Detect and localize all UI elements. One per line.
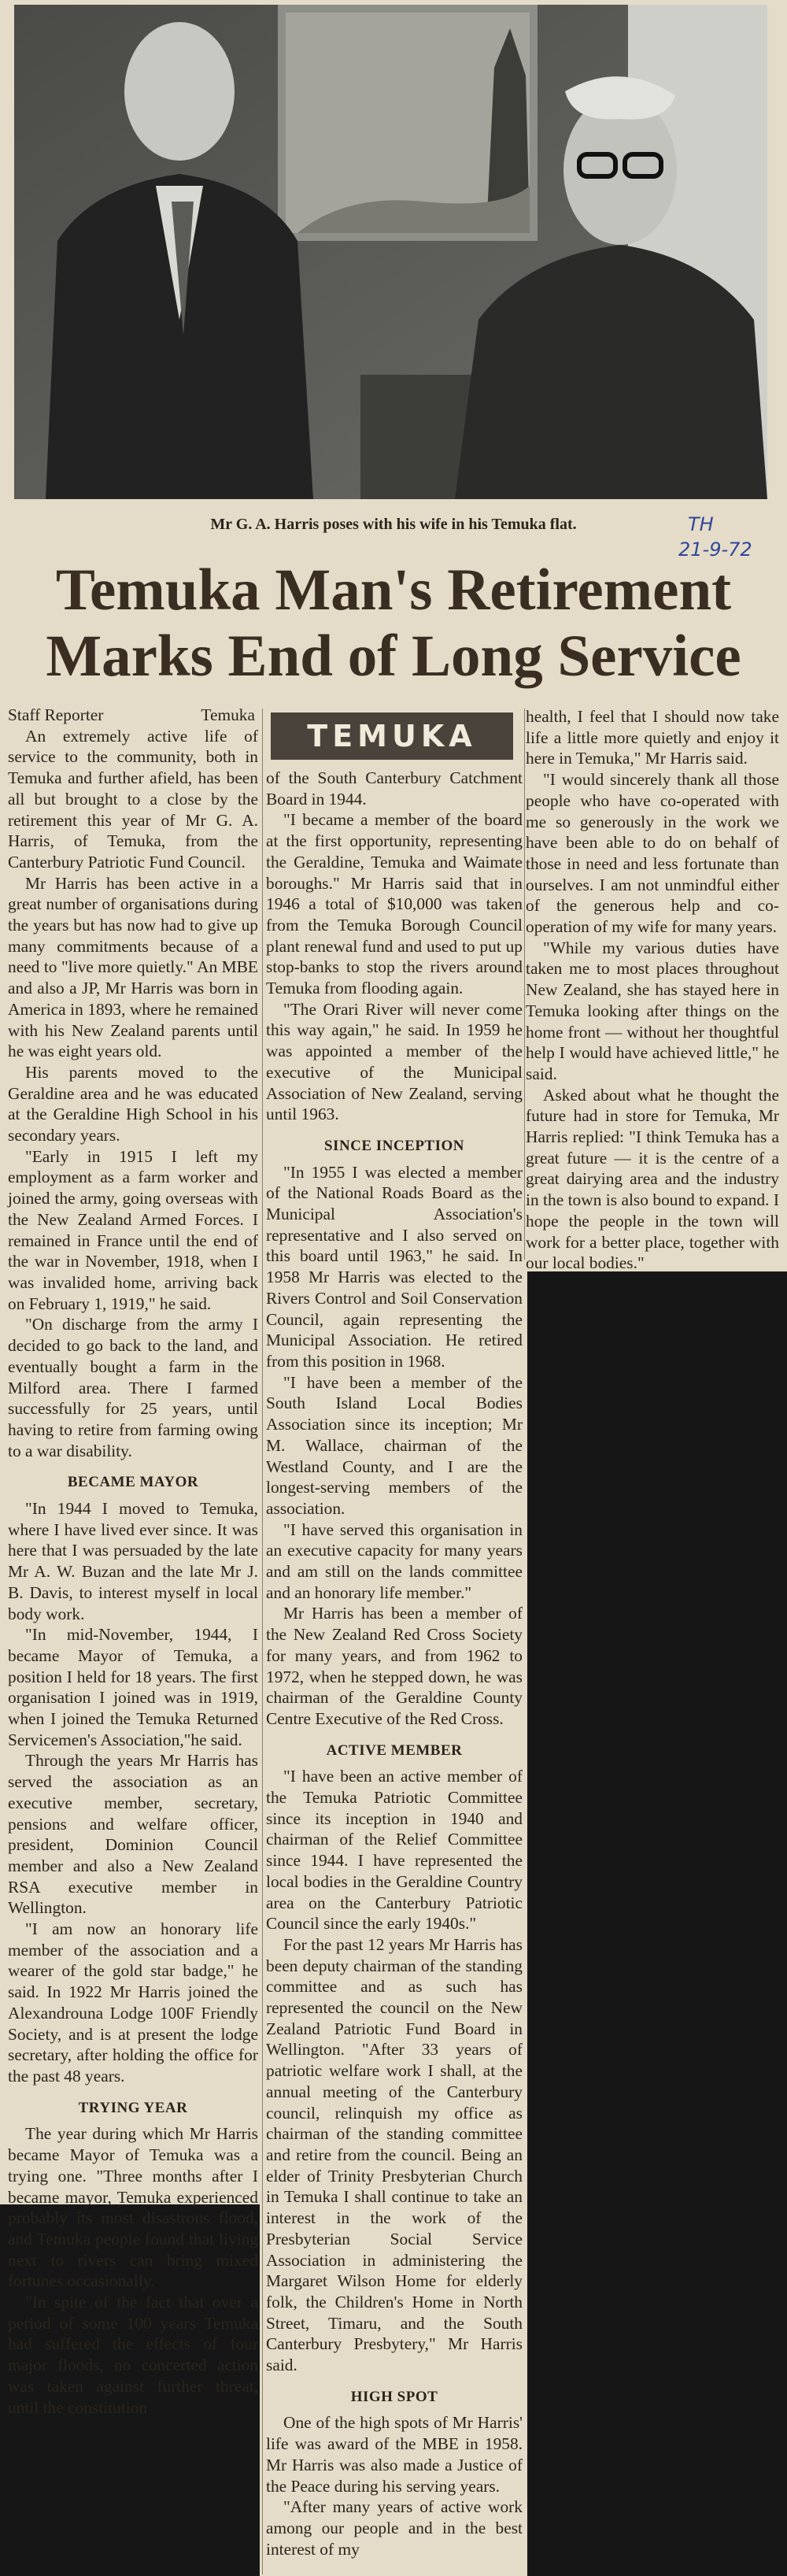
paragraph: "I have been a member of the South Island Local Bodies Association since its inception; Mr M. Wallace, chairman of the Westland County, and I are the longest-serving members of the association. [266, 1372, 523, 1518]
paragraph: health, I feel that I should now take life a little more quietly and enjoy it here in Temuka," Mr Harris said. [526, 707, 779, 768]
paragraph: The year during which Mr Harris became Mayor of Temuka was a trying one. "Three months after I became mayor, Temuka experienced probably its most disastrous flood, and Temuka people found that living next to rivers can bring mixed fortunes occasionally. [8, 2124, 258, 2291]
subheading: HIGH SPOT [350, 2388, 438, 2405]
portrait-photo [14, 5, 767, 499]
headline [0, 557, 787, 690]
article-column-2 [266, 768, 523, 2559]
handwritten-date: 21-9-72 [678, 539, 752, 561]
byline [8, 705, 258, 726]
paragraph: "While my various duties have taken me to most places throughout New Zealand, she has stayed here in Temuka looking after things on the home front — without her thoughtful help I would have achieved little," he said. [526, 938, 779, 1083]
paragraph: "Early in 1915 I left my employment as a farm worker and joined the army, going overseas with the New Zealand Armed Forces. I remained in France until the end of the war in November, 1918, when I was invalided home, arriving back on February 1, 1919," he said. [8, 1146, 258, 1313]
paragraph: Mr Harris has been active in a great number of organisations during the years but has now had to give up many commitments because of a need to "live more quietly." An MBE and also a JP, Mr Harris was born in America in 1893, where he remained with his New Zealand parents until he was eight years old. [8, 873, 258, 1061]
byline-reporter: Staff Reporter [8, 705, 104, 724]
paragraph: "In 1955 I was elected a member of the National Roads Board as the Municipal Association's representative and I also served on this board until 1963," he said. In 1958 Mr Harris was elected to the Rivers Control and Soil Conservation Council, again representing the Municipal Association. He retired from this position in 1968. [266, 1162, 523, 1371]
portrait-photo-graphic [14, 5, 767, 499]
paragraph: For the past 12 years Mr Harris has been deputy chairman of the standing committee and as such has represented the council on the New Zealand Patriotic Fund Board in Wellington. "After 33 years of patriotic welfare work I shall, at the annual meeting of the Canterbury council, relinquish my office as chairman of the standing committee and retire from the council. Being an elder of Trinity Presbyterian Church in Temuka I shall continue to take an interest in the work of the Presbyterian Social Service Association in administering the Margaret Wilson Home for elderly folk, the Children's Home in North Street, Timaru, and the South Canterbury Presbytery," Mr Harris said. [266, 1934, 523, 2375]
paragraph: of the South Canterbury Catchment Board in 1944. [266, 768, 523, 809]
paragraph: An extremely active life of service to the community, both in Temuka and further afield, has been all but brought to a close by the retirement this year of Mr G. A. Harris, of Temuka, from the Canterbury Patriotic Fund Council. [8, 726, 258, 872]
paragraph: "In mid-November, 1944, I became Mayor of Temuka, a position I held for 18 years. The first organisation I joined was in 1919, when I joined the Temuka Returned Servicemen's Association,"he said. [8, 1625, 258, 1749]
article-column-1 [8, 705, 258, 2418]
paragraph: Through the years Mr Harris has served the association as an executive member, secretary, pensions and welfare officer, president, Dominion Council member and also a New Zealand RSA executive member in Wellington. [8, 1751, 258, 1918]
paragraph: Asked about what he thought the future had in store for Temuka, Mr Harris replied: "I think Temuka has a great future — it is the centre of a great dairying area and the industry in the town is also bound to expand. I hope the people in the town will work for a better place, together with our local bodies." [526, 1085, 779, 1273]
paragraph: "The Orari River will never come this way again," he said. In 1959 he was appointed a member of the executive of the Municipal Association of New Zealand, serving until 1963. [266, 999, 523, 1124]
paragraph: His parents moved to the Geraldine area and he was educated at the Geraldine High School in his secondary years. [8, 1062, 258, 1146]
paragraph: "I have been an active member of the Temuka Patriotic Committee since its inception in 1940 and chairman of the Relief Committee since 1944. I have represented the local bodies in the Geraldine Country area on the Canterbury Patriotic Council since the early 1940s." [266, 1767, 523, 1934]
column-rule [524, 709, 525, 1260]
article-column-3 [526, 706, 779, 1274]
photo-caption: Mr G. A. Harris poses with his wife in his Temuka flat. [210, 516, 577, 533]
paragraph: "In spite of the fact that over a period of some 100 years Temuka had suffered the effects of four major floods, no concerted action was taken against further threat, until the constitution [8, 2293, 258, 2417]
section-tag: TEMUKA [271, 712, 513, 760]
paragraph: "After many years of active work among our people and in the best interest of my [266, 2497, 523, 2559]
subheading: BECAME MAYOR [67, 1474, 199, 1491]
handwritten-note [678, 512, 752, 562]
subheading: SINCE INCEPTION [323, 1137, 464, 1154]
paragraph: "I have served this organisation in an executive capacity for many years and am still on the lands committee and an honorary life member." [266, 1519, 523, 1602]
handwritten-initials: TH [688, 513, 714, 535]
subheading: TRYING YEAR [78, 2099, 188, 2116]
headline-line-1: Temuka Man's Retirement [55, 557, 732, 623]
paragraph: "In 1944 I moved to Temuka, where I have lived ever since. It was here that I was persuaded by the late Mr A. W. Buzan and the late Mr J. B. Davis, to interest myself in local body work. [8, 1499, 258, 1623]
paragraph: "I am now an honorary life member of the association and a wearer of the gold star badge," he said. In 1922 Mr Harris joined the Alexandrouna Lodge 100F Friendly Society, and is at present the lodge secretary, after holding the office for the past 48 years. [8, 1919, 258, 2086]
paragraph: One of the high spots of Mr Harris' life was award of the MBE in 1958. Mr Harris was also made a Justice of the Peace during his serving years. [266, 2413, 523, 2496]
subheading: ACTIVE MEMBER [326, 1741, 463, 1759]
paragraph: "I became a member of the board at the first opportunity, representing the Geraldine, Temuka and Waimate boroughs." Mr Harris said that in 1946 a total of $10,000 was taken from the Temuka Borough Council plant renewal fund and used to put up stop-banks to stop the rivers around Temuka from flooding again. [266, 810, 523, 998]
column-rule [262, 709, 263, 2574]
paragraph: Mr Harris has been a member of the New Zealand Red Cross Society for many years, and from 1962 to 1972, when he stepped down, he was chairman of the Geraldine County Centre Executive of the Red Cross. [266, 1604, 523, 1728]
byline-place: Temuka [201, 705, 255, 724]
headline-line-2: Marks End of Long Service [46, 624, 741, 689]
paragraph: "I would sincerely thank all those people who have co-operated with me so generously in the work we have been able to do on behalf of those in need and less fortunate than ourselves. I am not unmindful either of the generous help and co-operation of my wife for many years. [526, 770, 779, 937]
paragraph: "On discharge from the army I decided to go back to the land, and eventually bought a farm in the Milford area. There I farmed successfully for 25 years, until having to retire from farming owing to a war disability. [8, 1315, 258, 1460]
